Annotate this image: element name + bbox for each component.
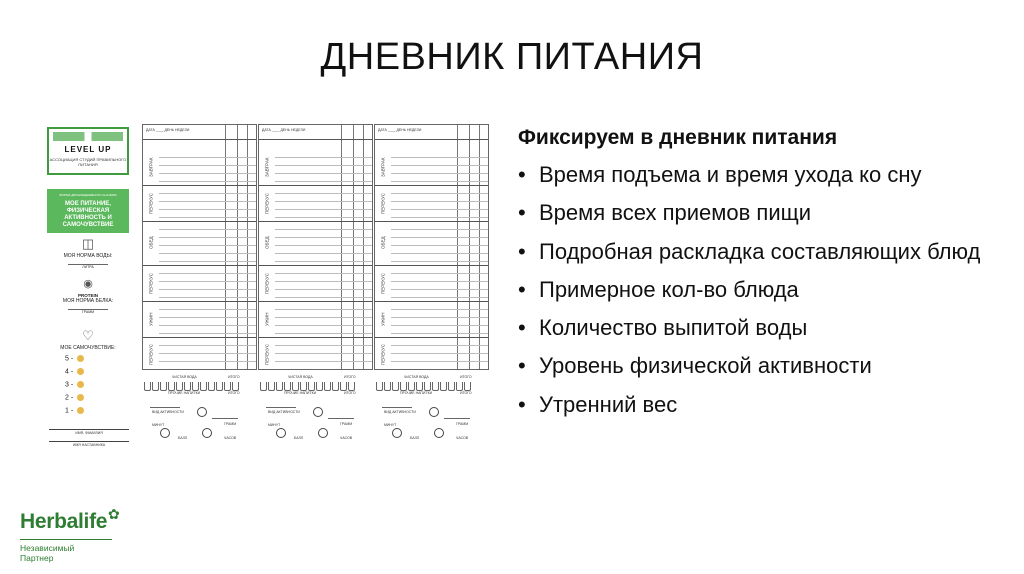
bullet-icon: • bbox=[518, 315, 526, 341]
entry-line bbox=[159, 325, 256, 326]
cup-icon bbox=[392, 382, 399, 391]
protein-unit: ГРАММ bbox=[68, 309, 108, 314]
bullet-text: Утренний вес bbox=[539, 391, 678, 417]
brand-tagline-2: Партнер bbox=[20, 553, 54, 563]
form-field-line bbox=[150, 407, 180, 408]
entry-line bbox=[391, 229, 488, 230]
list-item bbox=[518, 386, 1024, 424]
entry-line bbox=[159, 209, 256, 210]
form-field-label: МИНУТ bbox=[268, 423, 281, 427]
cup-icon bbox=[384, 382, 391, 391]
activity-icon bbox=[434, 428, 444, 438]
water-glass-icon: ◫ bbox=[81, 236, 95, 251]
list-item bbox=[518, 194, 1024, 232]
entry-line bbox=[275, 325, 372, 326]
cup-icon bbox=[448, 382, 455, 391]
entry-line bbox=[391, 181, 488, 182]
cup-icon bbox=[284, 382, 291, 391]
activity-icon bbox=[318, 428, 328, 438]
header-divider bbox=[143, 139, 256, 140]
column-header: ДАТА ____ ДЕНЬ НЕДЕЛИ bbox=[262, 128, 306, 132]
entry-line bbox=[391, 173, 488, 174]
brand-logo bbox=[20, 506, 120, 563]
entry-line bbox=[159, 353, 256, 354]
form-field-label: ИТОГО bbox=[228, 375, 240, 379]
meal-divider bbox=[375, 301, 488, 302]
form-field-label: МИНУТ bbox=[152, 423, 165, 427]
meal-label: ОБЕД bbox=[264, 236, 270, 250]
meal-divider bbox=[259, 265, 372, 266]
bullet-icon: • bbox=[518, 353, 526, 379]
entry-line bbox=[391, 217, 488, 218]
cup-icon bbox=[192, 382, 199, 391]
meal-label: ЗАВТРАК bbox=[264, 157, 270, 177]
cup-icon bbox=[184, 382, 191, 391]
entry-line bbox=[159, 193, 256, 194]
entry-line bbox=[275, 201, 372, 202]
entry-line bbox=[275, 209, 372, 210]
column-header: ДАТА ____ ДЕНЬ НЕДЕЛИ bbox=[378, 128, 422, 132]
entry-line bbox=[391, 193, 488, 194]
list-item bbox=[518, 347, 1024, 385]
form-field-label: ИТОГО bbox=[344, 375, 356, 379]
form-field-line bbox=[212, 418, 238, 419]
entry-line bbox=[275, 261, 372, 262]
form-field-label: ИТОГО bbox=[460, 391, 472, 395]
meal-label: ПЕРЕКУС bbox=[380, 192, 386, 214]
day-column bbox=[374, 124, 489, 446]
entry-line bbox=[391, 353, 488, 354]
cup-icon bbox=[176, 382, 183, 391]
entry-line bbox=[159, 289, 256, 290]
activity-icon bbox=[392, 428, 402, 438]
logo-text: LEVEL UP bbox=[64, 145, 112, 154]
brand-name: Herbalife bbox=[20, 510, 108, 533]
cup-icon bbox=[456, 382, 463, 391]
meal-label: УЖИН bbox=[380, 312, 386, 326]
cup-icon bbox=[408, 382, 415, 391]
entry-line bbox=[275, 317, 372, 318]
meal-divider bbox=[375, 185, 488, 186]
water-norm bbox=[47, 237, 129, 269]
smiley-icon bbox=[77, 407, 84, 414]
form-field-label: ЧИСТАЯ ВОДА bbox=[172, 375, 197, 379]
protein-norm bbox=[47, 277, 129, 314]
column-header: ДАТА ____ ДЕНЬ НЕДЕЛИ bbox=[146, 128, 190, 132]
mood-section bbox=[47, 329, 129, 351]
signature-name-line: ИМЯ, ФАМИЛИЯ bbox=[49, 429, 129, 435]
entry-line bbox=[391, 325, 488, 326]
form-field-label: ЧИСТАЯ ВОДА bbox=[288, 375, 313, 379]
entry-line bbox=[275, 157, 372, 158]
entry-line bbox=[391, 289, 488, 290]
entry-line bbox=[159, 237, 256, 238]
form-title-box bbox=[47, 189, 129, 233]
meal-grid bbox=[374, 124, 489, 370]
meal-label: ПЕРЕКУС bbox=[264, 272, 270, 294]
cup-icon bbox=[324, 382, 331, 391]
entry-line bbox=[391, 261, 488, 262]
entry-line bbox=[275, 361, 372, 362]
cup-icon bbox=[376, 382, 383, 391]
cup-icon bbox=[340, 382, 347, 391]
info-panel bbox=[518, 126, 1024, 424]
mood-label: МОЕ САМОЧУВСТВИЕ: bbox=[60, 345, 116, 351]
entry-line bbox=[159, 229, 256, 230]
bullet-icon: • bbox=[518, 200, 526, 226]
cup-icon bbox=[200, 382, 207, 391]
cup-icon bbox=[316, 382, 323, 391]
form-field-line bbox=[444, 418, 470, 419]
meal-divider bbox=[143, 185, 256, 186]
meal-label: ОБЕД bbox=[380, 236, 386, 250]
form-field-label: ГРАММ bbox=[224, 422, 237, 426]
entry-line bbox=[159, 261, 256, 262]
bullet-text: Примерное кол-во блюда bbox=[539, 276, 799, 302]
form-caption: ФОРМА ДЛЯ ЕЖЕДНЕВНОГО АНАЛИЗА bbox=[59, 193, 117, 197]
mood-level-1 bbox=[65, 407, 84, 414]
smiley-icon bbox=[77, 394, 84, 401]
form-field-label: МИНУТ bbox=[384, 423, 397, 427]
form-field-label: ИТОГО bbox=[460, 375, 472, 379]
form-field-label: ЧАСОВ bbox=[224, 436, 237, 440]
meal-grid bbox=[258, 124, 373, 370]
bullet-text: Время всех приемов пищи bbox=[539, 200, 812, 226]
entry-line bbox=[275, 193, 372, 194]
mood-level-2 bbox=[65, 394, 84, 401]
chevron-arrows-icon bbox=[53, 132, 123, 141]
entry-line bbox=[275, 353, 372, 354]
list-item bbox=[518, 271, 1024, 309]
form-field-label: ГРАММ bbox=[340, 422, 353, 426]
smiley-icon bbox=[77, 355, 84, 362]
cup-icon bbox=[216, 382, 223, 391]
form-field-line bbox=[266, 407, 296, 408]
form-field-label: ИТОГО bbox=[228, 391, 240, 395]
entry-line bbox=[159, 309, 256, 310]
entry-line bbox=[159, 181, 256, 182]
meal-label: ОБЕД bbox=[148, 236, 154, 250]
brand-tagline-1: Независимый bbox=[20, 543, 75, 553]
entry-line bbox=[391, 165, 488, 166]
entry-line bbox=[159, 201, 256, 202]
meal-label: ПЕРЕКУС bbox=[380, 343, 386, 365]
cup-icon bbox=[464, 382, 471, 391]
mood-level-label: 4 - bbox=[65, 368, 74, 376]
form-field-line bbox=[328, 418, 354, 419]
cup-icon bbox=[232, 382, 239, 391]
form-field-line bbox=[382, 407, 412, 408]
entry-line bbox=[391, 201, 488, 202]
entry-line bbox=[391, 245, 488, 246]
entry-line bbox=[159, 281, 256, 282]
leaf-icon: ✿ bbox=[108, 506, 120, 522]
entry-line bbox=[391, 253, 488, 254]
protein-icon: ◉ bbox=[83, 278, 93, 290]
header-divider bbox=[375, 139, 488, 140]
mood-level-label: 2 - bbox=[65, 394, 74, 402]
entry-line bbox=[159, 165, 256, 166]
activity-icon bbox=[160, 428, 170, 438]
bullet-text: Уровень физической активности bbox=[539, 353, 872, 379]
cup-icon bbox=[432, 382, 439, 391]
list-item bbox=[518, 233, 1024, 271]
meal-label: ПЕРЕКУС bbox=[148, 343, 154, 365]
diary-form-image bbox=[40, 120, 496, 450]
meal-grid bbox=[142, 124, 257, 370]
activity-icon bbox=[197, 407, 207, 417]
cup-icon bbox=[292, 382, 299, 391]
meal-label: ЗАВТРАК bbox=[380, 157, 386, 177]
form-title: МОЕ ПИТАНИЕ, ФИЗИЧЕСКАЯ АКТИВНОСТЬ И САМОЧУВСТВИЕ bbox=[62, 201, 114, 228]
form-field-label: БАЛЛ bbox=[294, 436, 304, 440]
mood-level-4 bbox=[65, 368, 84, 375]
cup-icon bbox=[260, 382, 267, 391]
entry-line bbox=[391, 237, 488, 238]
mood-level-5 bbox=[65, 355, 84, 362]
entry-line bbox=[159, 273, 256, 274]
brand-divider bbox=[20, 539, 112, 540]
form-field-label: ГРАММ bbox=[456, 422, 469, 426]
entry-line bbox=[159, 345, 256, 346]
entry-line bbox=[275, 165, 372, 166]
protein-norm-label: МОЯ НОРМА БЕЛКА: bbox=[62, 298, 114, 304]
form-field-label: БАЛЛ bbox=[410, 436, 420, 440]
cup-icon bbox=[400, 382, 407, 391]
bullet-list bbox=[518, 156, 1024, 424]
meal-divider bbox=[375, 337, 488, 338]
level-up-logo bbox=[47, 127, 129, 175]
form-field-label: ЧИСТАЯ ВОДА bbox=[404, 375, 429, 379]
form-field-label: ВИД АКТИВНОСТИ bbox=[268, 410, 300, 414]
entry-line bbox=[391, 333, 488, 334]
meal-label: ПЕРЕКУС bbox=[148, 272, 154, 294]
entry-line bbox=[391, 157, 488, 158]
water-unit: ЛИТРА bbox=[68, 264, 108, 269]
day-column bbox=[142, 124, 257, 446]
form-field-label: ИТОГО bbox=[344, 391, 356, 395]
meal-label: УЖИН bbox=[264, 312, 270, 326]
meal-divider bbox=[375, 265, 488, 266]
entry-line bbox=[275, 345, 372, 346]
cup-icon bbox=[168, 382, 175, 391]
entry-line bbox=[159, 157, 256, 158]
bullet-icon: • bbox=[518, 162, 526, 187]
entry-line bbox=[159, 217, 256, 218]
meal-divider bbox=[143, 221, 256, 222]
entry-line bbox=[391, 345, 488, 346]
entry-line bbox=[159, 245, 256, 246]
logo-subtitle: АССОЦИАЦИЯ СТУДИЙ ПРАВИЛЬНОГО ПИТАНИЯ bbox=[49, 157, 127, 167]
cup-icon bbox=[332, 382, 339, 391]
meal-label: ПЕРЕКУС bbox=[264, 192, 270, 214]
cup-icon bbox=[152, 382, 159, 391]
day-column bbox=[258, 124, 373, 446]
mood-level-label: 3 - bbox=[65, 381, 74, 389]
bullet-icon: • bbox=[518, 276, 526, 302]
cup-icon bbox=[416, 382, 423, 391]
bullet-text: Время подъема и время ухода ко сну bbox=[539, 162, 922, 187]
meal-label: ПЕРЕКУС bbox=[264, 343, 270, 365]
entry-line bbox=[391, 281, 488, 282]
entry-line bbox=[159, 297, 256, 298]
form-field-label: БАЛЛ bbox=[178, 436, 188, 440]
entry-line bbox=[159, 361, 256, 362]
entry-line bbox=[275, 253, 372, 254]
protein-word: PROTEIN bbox=[77, 293, 98, 298]
meal-divider bbox=[143, 337, 256, 338]
cup-icon bbox=[160, 382, 167, 391]
meal-label: ПЕРЕКУС bbox=[380, 272, 386, 294]
entry-line bbox=[275, 173, 372, 174]
cup-icon bbox=[308, 382, 315, 391]
entry-line bbox=[159, 317, 256, 318]
bullet-icon: • bbox=[518, 238, 526, 264]
form-field-label: ПРОЧИЕ НАПИТКИ bbox=[168, 391, 201, 395]
meal-label: ЗАВТРАК bbox=[148, 157, 154, 177]
entry-line bbox=[275, 273, 372, 274]
entry-line bbox=[275, 333, 372, 334]
cup-icon bbox=[424, 382, 431, 391]
heart-icon: ♡ bbox=[82, 328, 94, 343]
form-field-label: ВИД АКТИВНОСТИ bbox=[384, 410, 416, 414]
cup-icon bbox=[144, 382, 151, 391]
cup-icon bbox=[300, 382, 307, 391]
meal-divider bbox=[375, 221, 488, 222]
entry-line bbox=[391, 209, 488, 210]
meal-divider bbox=[143, 265, 256, 266]
entry-line bbox=[275, 289, 372, 290]
bullet-text: Количество выпитой воды bbox=[539, 315, 808, 341]
activity-icon bbox=[276, 428, 286, 438]
mood-level-3 bbox=[65, 381, 84, 388]
slide-title: ДНЕВНИК ПИТАНИЯ bbox=[320, 36, 704, 78]
meal-divider bbox=[259, 337, 372, 338]
entry-line bbox=[391, 361, 488, 362]
entry-line bbox=[275, 245, 372, 246]
entry-line bbox=[391, 297, 488, 298]
signature-mentor-line: ИМЯ НАСТАВНИКА bbox=[49, 441, 129, 447]
entry-line bbox=[275, 229, 372, 230]
form-field-label: ПРОЧИЕ НАПИТКИ bbox=[284, 391, 317, 395]
cup-icon bbox=[224, 382, 231, 391]
entry-line bbox=[391, 317, 488, 318]
meal-divider bbox=[259, 301, 372, 302]
meal-label: УЖИН bbox=[148, 312, 154, 326]
header-divider bbox=[259, 139, 372, 140]
cup-icon bbox=[348, 382, 355, 391]
list-item bbox=[518, 309, 1024, 347]
activity-icon bbox=[429, 407, 439, 417]
diary-sidebar bbox=[43, 123, 131, 447]
cup-icon bbox=[268, 382, 275, 391]
mood-level-label: 5 - bbox=[65, 355, 74, 363]
entry-line bbox=[275, 297, 372, 298]
entry-line bbox=[159, 333, 256, 334]
entry-line bbox=[275, 217, 372, 218]
meal-divider bbox=[259, 221, 372, 222]
bullet-icon: • bbox=[518, 391, 526, 417]
form-field-label: ЧАСОВ bbox=[340, 436, 353, 440]
entry-line bbox=[275, 181, 372, 182]
form-field-label: ПРОЧИЕ НАПИТКИ bbox=[400, 391, 433, 395]
mood-level-label: 1 - bbox=[65, 407, 74, 415]
form-field-label: ВИД АКТИВНОСТИ bbox=[152, 410, 184, 414]
cup-icon bbox=[208, 382, 215, 391]
entry-line bbox=[275, 237, 372, 238]
entry-line bbox=[391, 309, 488, 310]
smiley-icon bbox=[77, 381, 84, 388]
cup-icon bbox=[276, 382, 283, 391]
meal-divider bbox=[143, 301, 256, 302]
bullet-text: Подробная раскладка составляющих блюд bbox=[539, 238, 981, 264]
entry-line bbox=[275, 281, 372, 282]
meal-divider bbox=[259, 185, 372, 186]
list-item bbox=[518, 156, 1024, 194]
activity-icon bbox=[202, 428, 212, 438]
entry-line bbox=[275, 309, 372, 310]
water-norm-label: МОЯ НОРМА ВОДЫ: bbox=[63, 253, 113, 259]
smiley-icon bbox=[77, 368, 84, 375]
cup-icon bbox=[440, 382, 447, 391]
meal-label: ПЕРЕКУС bbox=[148, 192, 154, 214]
entry-line bbox=[391, 273, 488, 274]
form-field-label: ЧАСОВ bbox=[456, 436, 469, 440]
activity-icon bbox=[313, 407, 323, 417]
entry-line bbox=[159, 173, 256, 174]
entry-line bbox=[159, 253, 256, 254]
info-heading: Фиксируем в дневник питания bbox=[518, 126, 838, 149]
